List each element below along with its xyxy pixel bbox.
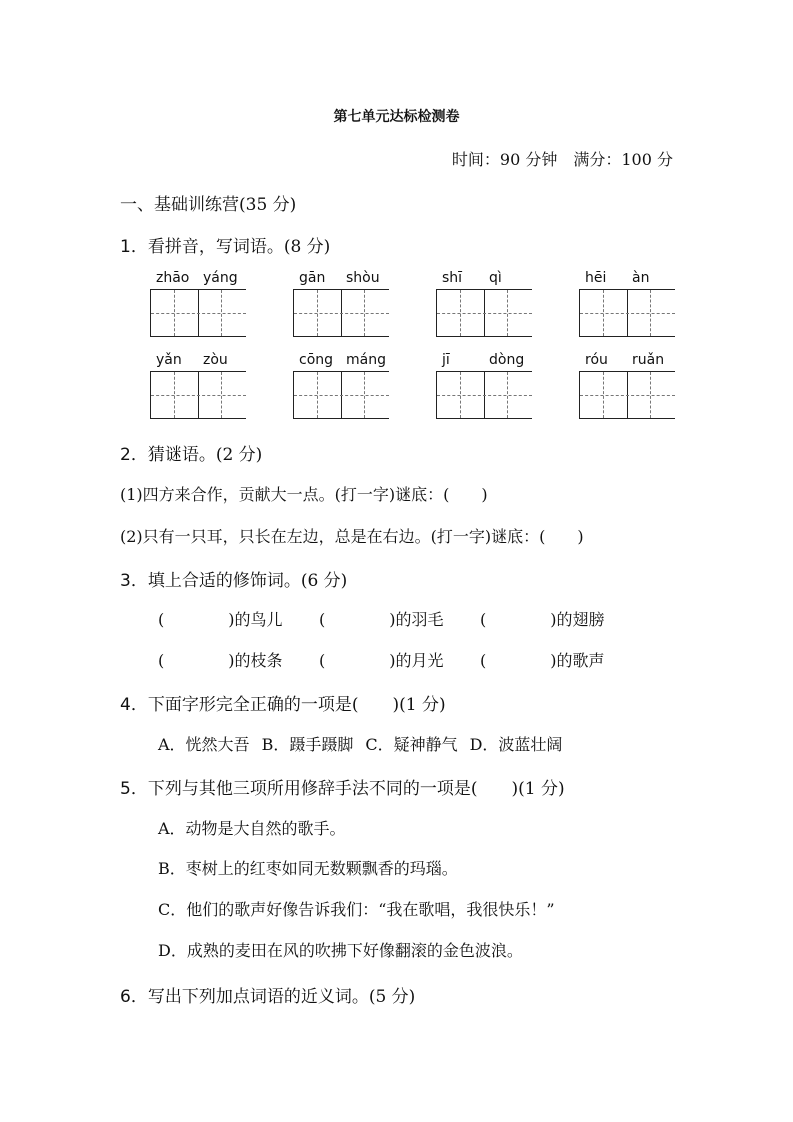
pinyin-syllable: shī (442, 270, 463, 286)
option-c[interactable]: C．疑神静气 (365, 735, 458, 754)
riddle-1: (1)四方来合作，贡献大一点。(打一字)谜底：( ) (120, 485, 488, 504)
pinyin-syllable: róu (585, 352, 608, 368)
writing-box[interactable] (293, 371, 389, 419)
writing-box[interactable] (436, 371, 532, 419)
modifier-row-1 (158, 607, 641, 630)
pinyin-syllable: dòng (489, 352, 525, 368)
question-text: 下列与其他三项所用修辞手法不同的一项是( )(1 分) (147, 779, 565, 799)
question-text: 写出下列加点词语的近义词。(5 分) (147, 987, 416, 1007)
option-b[interactable]: B．枣树上的红枣如同无数颗飘香的玛瑙。 (158, 859, 458, 878)
question-text: 猜谜语。(2 分) (147, 445, 263, 465)
question-3: 3．填上合适的修饰词。(6 分) (120, 571, 348, 591)
pinyin-syllable: zòu (203, 352, 228, 368)
writing-box[interactable] (579, 371, 675, 419)
writing-box[interactable] (150, 371, 246, 419)
option-a[interactable]: A．动物是大自然的歌手。 (158, 819, 346, 838)
writing-box[interactable] (150, 289, 246, 337)
pinyin-syllable: yǎn (156, 352, 182, 368)
pinyin-syllable: gān (299, 270, 326, 286)
question-4: 4．下面字形完全正确的一项是( )(1 分) (120, 695, 446, 715)
question-2: 2．猜谜语。(2 分) (120, 445, 263, 465)
pinyin-syllable: zhāo (156, 270, 190, 286)
section-heading: 一、基础训练营(35 分) (120, 195, 297, 215)
fill-blank[interactable]: ( )的月光 (319, 651, 444, 670)
option-d[interactable]: D．成熟的麦田在风的吹拂下好像翻滚的金色波浪。 (158, 941, 523, 960)
question-text: 填上合适的修饰词。(6 分) (147, 571, 348, 591)
pinyin-syllable: qì (489, 270, 502, 286)
question-number: 1 (120, 237, 131, 257)
question-text: 看拼音，写词语。(8 分) (147, 237, 331, 257)
option-d[interactable]: D．波蓝壮阔 (469, 735, 563, 754)
exam-meta: 时间：90 分钟 满分：100 分 (451, 150, 673, 169)
question-text: 下面字形完全正确的一项是( )(1 分) (147, 695, 446, 715)
option-b[interactable]: B．蹑手蹑脚 (261, 735, 354, 754)
page-title: 第七单元达标检测卷 (333, 109, 460, 125)
writing-box[interactable] (436, 289, 532, 337)
pinyin-syllable: yáng (203, 270, 238, 286)
pinyin-syllable: cōng (299, 352, 334, 368)
riddle-2: (2)只有一只耳，只长在左边，总是在右边。(打一字)谜底：( ) (120, 527, 584, 546)
fill-blank[interactable]: ( )的鸟儿 (158, 610, 283, 629)
question-6: 6．写出下列加点词语的近义词。(5 分) (120, 987, 416, 1007)
pinyin-syllable: ruǎn (632, 352, 665, 368)
question-1: 1．看拼音，写词语。(8 分) (120, 237, 331, 257)
fill-blank[interactable]: ( )的翅膀 (480, 610, 605, 629)
pinyin-syllable: àn (632, 270, 650, 286)
fill-blank[interactable]: ( )的枝条 (158, 651, 283, 670)
option-c[interactable]: C．他们的歌声好像告诉我们：“我在歌唱，我很快乐！” (158, 900, 555, 919)
fill-blank[interactable]: ( )的羽毛 (319, 610, 444, 629)
modifier-row-2 (158, 648, 641, 671)
option-a[interactable]: A．恍然大吾 (158, 735, 250, 754)
question-5: 5．下列与其他三项所用修辞手法不同的一项是( )(1 分) (120, 779, 565, 799)
pinyin-syllable: máng (346, 352, 386, 368)
pinyin-syllable: shòu (346, 270, 380, 286)
fill-blank[interactable]: ( )的歌声 (480, 651, 605, 670)
pinyin-syllable: hēi (585, 270, 607, 286)
pinyin-syllable: jī (442, 352, 450, 368)
writing-box[interactable] (579, 289, 675, 337)
choice-row (158, 732, 562, 755)
writing-box[interactable] (293, 289, 389, 337)
